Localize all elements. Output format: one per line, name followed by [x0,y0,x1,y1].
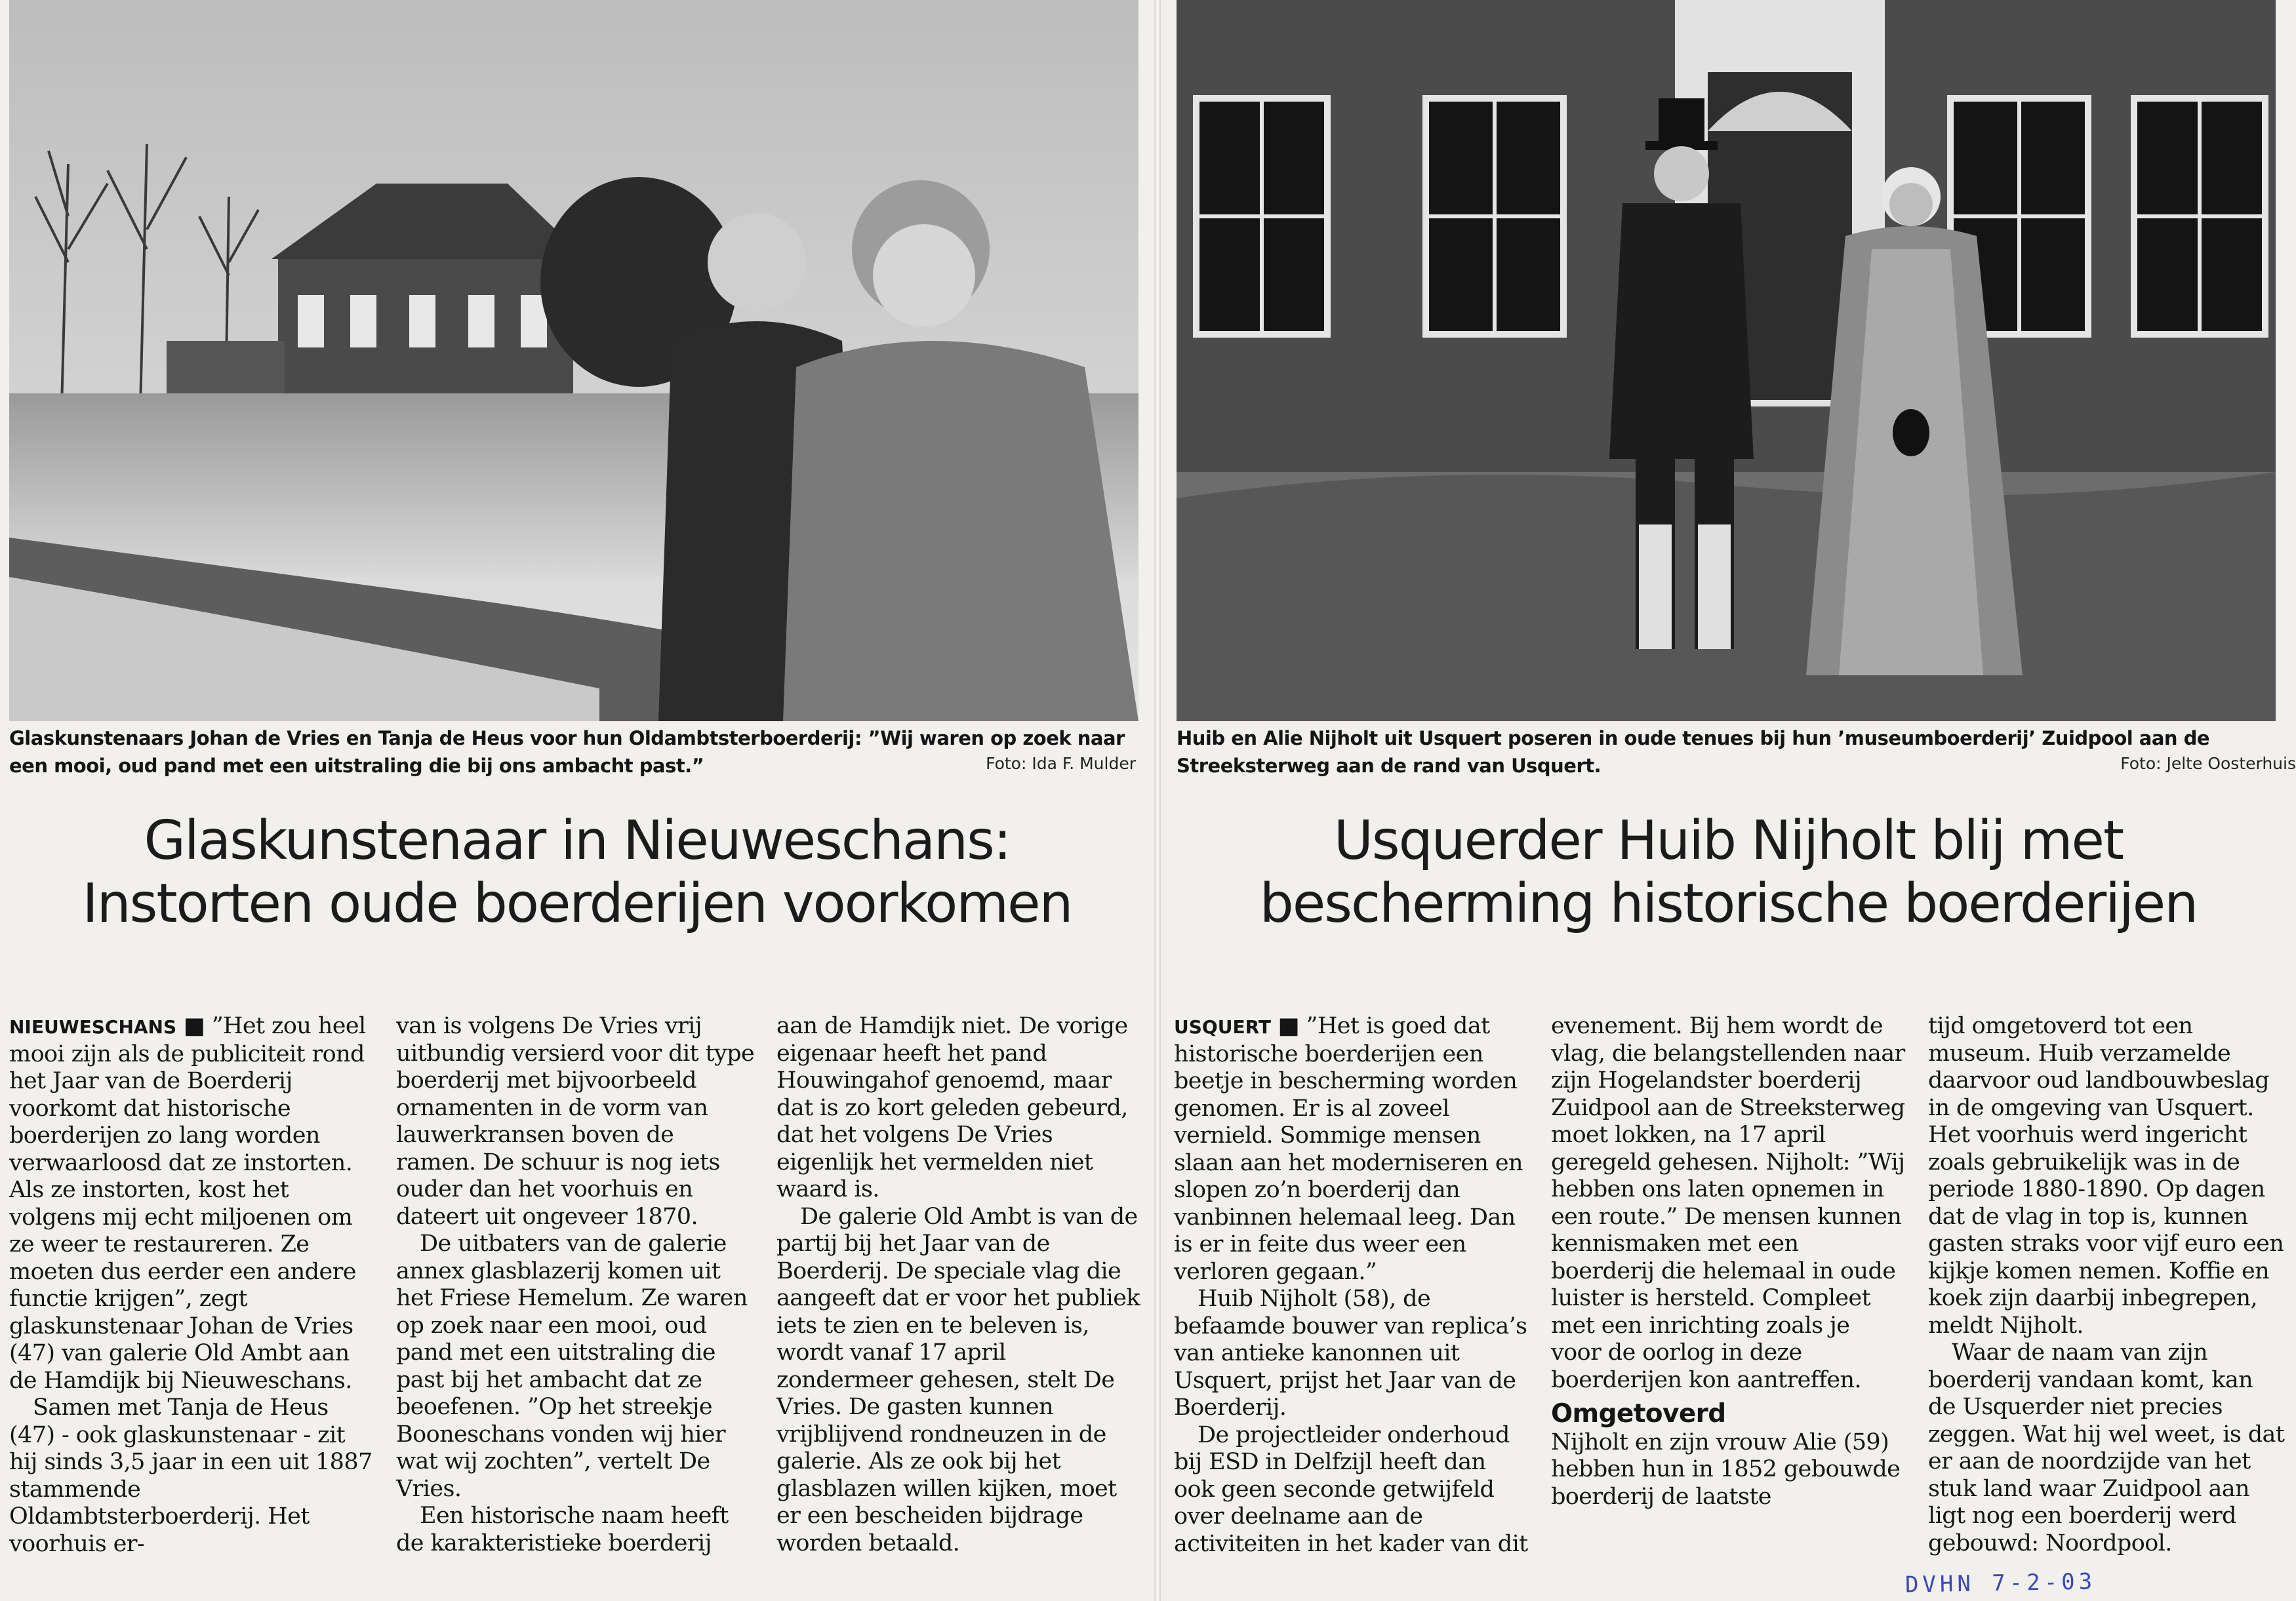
paragraph: van is volgens De Vries vrij uitbundig versierd voor dit type boerderij met bijvoorbeeld ornamenten in de vorm van lauwerkransen boven de ramen. De schuur is nog iets ouder dan het voorhuis en dateert uit ongeveer 1870. [396,1013,755,1230]
paragraph: Een historische naam heeft de karakteristieke boerderij [396,1503,729,1556]
photo-credit: Foto: Ida F. Mulder [986,754,1136,773]
photo-credit: Foto: Jelte Oosterhuis [2120,754,2296,773]
photo-glass-artists [9,0,1138,721]
headline-line-2: Instorten oude boerderijen voorkomen [82,873,1072,935]
column-2 [1551,1013,1905,1511]
photo-caption: Huib en Alie Nijholt uit Usquert poseren in oude tenues bij hun ’museumboerderij’ Zuidpool aan de Streeksterweg aan de rand van Usquert. [1177,727,2210,777]
square-bullet-icon: ■ [183,1013,205,1039]
right-article [1161,0,2296,1601]
headline-line-1: Glaskunstenaar in Nieuweschans: [144,810,1011,872]
paragraph: evenement. Bij hem wordt de vlag, die belangstellenden naar zijn Hogelandster boerderij Zuidpool aan de Streeksterweg moet lokken, na 17 april geregeld gehesen. Nijholt: ”Wij hebben ons laten opnemen in een route.” De mensen kunnen kennismaken met een boerderij die helemaal in oude luister is hersteld. Compleet met een inrichting zoals je voor de oorlog in deze boerderijen kon aantreffen. [1551,1013,1905,1393]
paragraph: Samen met Tanja de Heus (47) - ook glaskunstenaar - zit hij sinds 3,5 jaar in een uit 1887 stammende Oldambtsterboerderij. Het voorhuis er- [9,1394,373,1557]
square-bullet-icon: ■ [1278,1013,1299,1039]
column-2 [396,1013,760,1557]
paragraph: Huib Nijholt (58), de befaamde bouwer van replica’s van antieke kanonnen uit Usquert, prijst het Jaar van de Boerderij. [1174,1286,1527,1421]
paragraph: Nijholt en zijn vrouw Alie (59) hebben hun in 1852 gebouwde boerderij de laatste [1551,1429,1901,1510]
photo-museum-farmhouse [1177,0,2276,721]
paragraph: De uitbaters van de galerie annex glasblazerij komen uit het Friese Hemelum. Ze waren op zoek naar een mooi, oud pand met een uitstraling die past bij het ambacht dat ze beoefenen. ”Op het streekje Booneschans vonden wij hier wat wij zochten”, vertelt De Vries. [396,1231,748,1502]
paragraph: ”Het is goed dat historische boerderijen een beetje in bescherming worden genomen. Er is al zoveel vernield. Sommige mensen slaan aan het moderniseren en slopen zo’n boerderij dan vanbinnen helemaal leeg. Dan is er in feite dus weer een verloren gegaan.” [1174,1013,1523,1285]
paragraph: aan de Hamdijk niet. De vorige eigenaar heeft het pand Houwingahof genoemd, maar dat is zo kort geleden gebeurd, dat het volgens De Vries eigenlijk het vermelden niet waard is. [776,1013,1128,1202]
page-fold [1154,0,1161,1601]
dateline: USQUERT [1174,1016,1271,1038]
dateline: NIEUWESCHANS [9,1016,177,1038]
photo-nijholt-couple [1177,0,2276,721]
column-1 [9,1013,376,1558]
paragraph: De projectleider onderhoud bij ESD in Delfzijl heeft dan ook geen seconde getwijfeld over deelname aan de activiteiten in het kader van dit [1174,1421,1528,1557]
column-3 [1928,1013,2286,1557]
paragraph: ”Het zou heel mooi zijn als de publiciteit rond het Jaar van de Boerderij voorkomt dat historische boerderijen zo lang worden verwaarloosd dat ze instorten. Als ze instorten, kost het volgens mij echt miljoenen om ze weer te restaureren. Ze moeten dus eerder een andere functie krijgen”, zegt glaskunstenaar Johan de Vries (47) van galerie Old Ambt aan de Hamdijk bij Nieuweschans. [9,1013,366,1394]
handwritten-date-note: DVHN 7-2-03 [1904,1568,2097,1598]
paragraph: De galerie Old Ambt is van de partij bij het Jaar van de Boerderij. De speciale vlag die aangeeft dat er voor het publiek iets te zien en te beleven is, wordt vanaf 17 april zondermeer gehesen, stelt De Vries. De gasten kunnen vrijblijvend rondneuzen in de galerie. Als ze ook bij het glasblazen willen kijken, moet er een bescheiden bijdrage worden betaald. [776,1203,1140,1556]
headline [0,810,1154,936]
headline-line-2: bescherming historische boerderijen [1259,873,2198,935]
column-1 [1174,1013,1528,1558]
paragraph: tijd omgetoverd tot een museum. Huib verzamelde daarvoor oud landbouwbeslag in de omgeving van Usquert. Het voorhuis werd ingericht zoals gebruikelijk was in de periode 1880-1890. Op dagen dat de vlag in top is, kunnen gasten straks voor vijf euro een kijkje komen nemen. Koffie en koek zijn daarbij inbegrepen, meldt Nijholt. [1928,1013,2284,1339]
headline-line-1: Usquerder Huib Nijholt blij met [1333,810,2124,872]
photo-farmhouse-and-couple [9,0,1138,721]
paragraph: Waar de naam van zijn boerderij vandaan komt, kan de Usquerder niet precies zeggen. Wat hij wel weet, is dat er aan de noordzijde van het stuk land waar Zuidpool aan ligt nog een boerderij werd gebouwd: Noordpool. [1928,1339,2285,1556]
photo-caption: Glaskunstenaars Johan de Vries en Tanja de Heus voor hun Oldambtsterboerderij: ”Wij waren op zoek naar een mooi, oud pand met een uitstraling die bij ons ambacht past.” [9,727,1125,777]
headline [1161,810,2296,936]
subheading: Omgetoverd [1551,1399,1726,1429]
column-3 [776,1013,1144,1557]
